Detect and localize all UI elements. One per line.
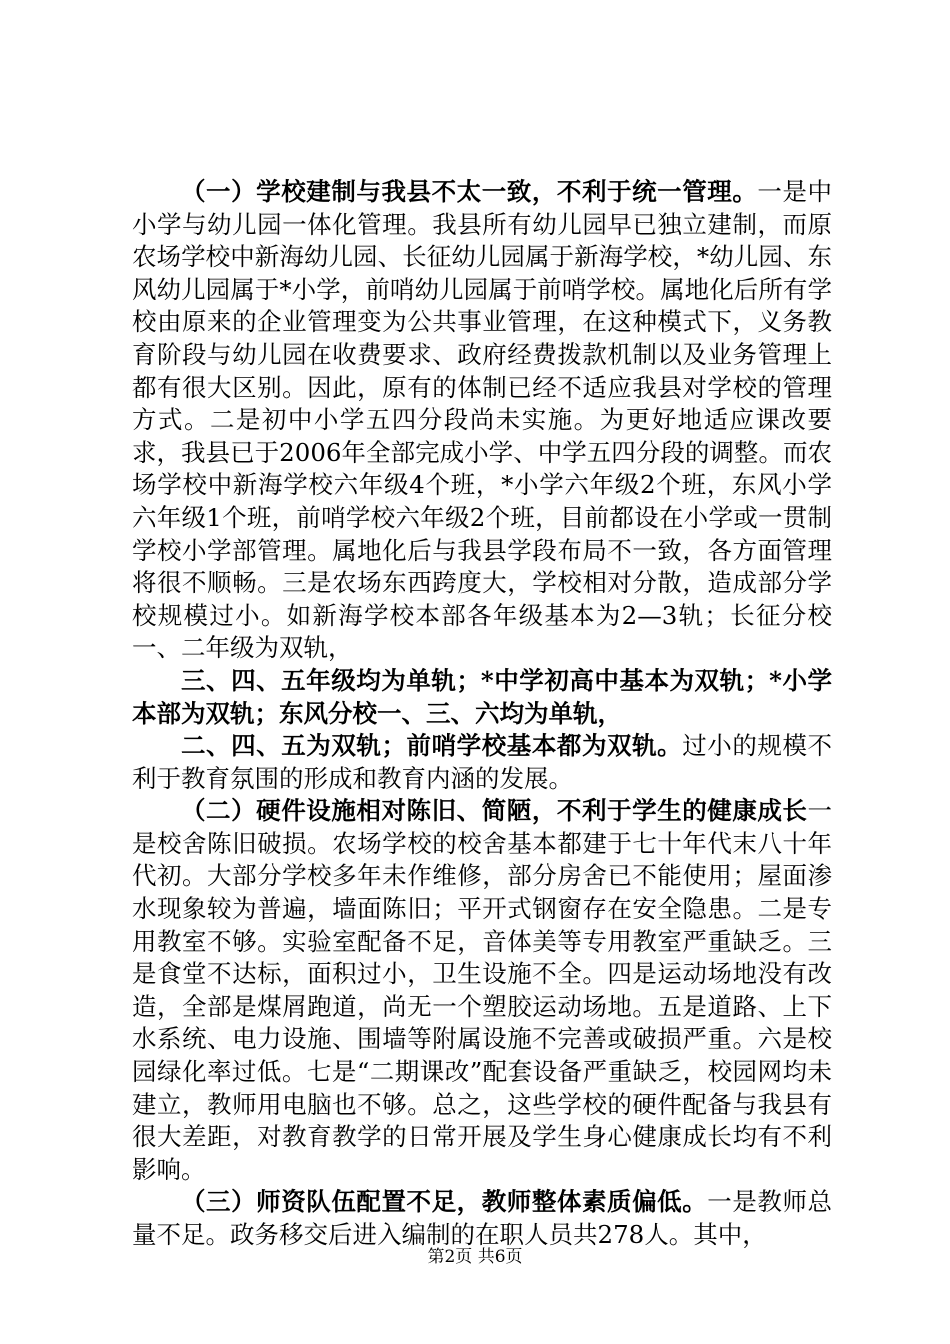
paragraph-2-heading: 三、四、五年级均为单轨；*中学初高中基本为双轨；*小学本部为双轨；东风分校一、三、六均为单轨， <box>132 665 832 728</box>
page-footer: 第2页 共6页 <box>427 1247 523 1267</box>
paragraph-5-text: 一是教师总量不足。政务移交后进入编制的在职人员共278人。其中， <box>132 1187 833 1249</box>
paragraph-4-heading: （二）硬件设施相对陈旧、简陋，不利于学生的健康成长 <box>181 796 808 826</box>
paragraph-1 <box>132 176 832 665</box>
paragraph-5-heading: （三）师资队伍配置不足，教师整体素质偏低。 <box>181 1187 708 1217</box>
paragraph-1-text: 一是中小学与幼儿园一体化管理。我县所有幼儿园早已独立建制，而原农场学校中新海幼儿园、长征幼儿园属于新海学校，*幼儿园、东风幼儿园属于*小学，前哨幼儿园属于前哨学校。属地化后所有学校由原来的企业管理变为公共事业管理，在这种模式下，义务教育阶段与幼儿园在收费要求、政府经费拨款机制以及业务管理上都有很大区别。因此，原有的体制已经不适应我县对学校的管理方式。二是初中小学五四分段尚未实施。为更好地适应课改要求，我县已于2006年全部完成小学、中学五四分段的调整。而农场学校中新海学校六年级4个班，*小学六年级2个班，东风小学六年级1个班，前哨学校六年级2个班，目前都设在小学或一贯制学校小学部管理。属地化后与我县学段布局不一致，各方面管理将很不顺畅。三是农场东西跨度大，学校相对分散，造成部分学校规模过小。如新海学校本部各年级基本为2—3轨；长征分校一、二年级为双轨， <box>132 177 833 663</box>
paragraph-3 <box>132 730 832 795</box>
paragraph-4 <box>132 795 832 1186</box>
paragraph-4-text: 一是校舍陈旧破损。农场学校的校舍基本都建于七十年代末八十年代初。大部分学校多年未作维修，部分房舍已不能使用；屋面渗水现象较为普遍，墙面陈旧；平开式钢窗存在安全隐患。二是专用教室不够。实验室配备不足，音体美等专用教室严重缺乏。三是食堂不达标，面积过小，卫生设施不全。四是运动场地没有改造，全部是煤屑跑道，尚无一个塑胶运动场地。五是道路、上下水系统、电力设施、围墙等附属设施不完善或破损严重。六是校园绿化率过低。七是“二期课改”配套设备严重缺乏，校园网均未建立，教师用电脑也不够。总之，这些学校的硬件配备与我县有很大差距，对教育教学的日常开展及学生身心健康成长均有不利影响。 <box>132 796 832 1184</box>
paragraph-1-heading: （一）学校建制与我县不太一致，不利于统一管理。 <box>181 177 758 206</box>
paragraph-3-text: 过小的规模不利于教育氛围的形成和教育内涵的发展。 <box>132 731 833 793</box>
document-body <box>132 176 832 1252</box>
paragraph-2 <box>132 665 832 730</box>
paragraph-3-heading: 二、四、五为双轨；前哨学校基本都为双轨。 <box>181 731 683 761</box>
